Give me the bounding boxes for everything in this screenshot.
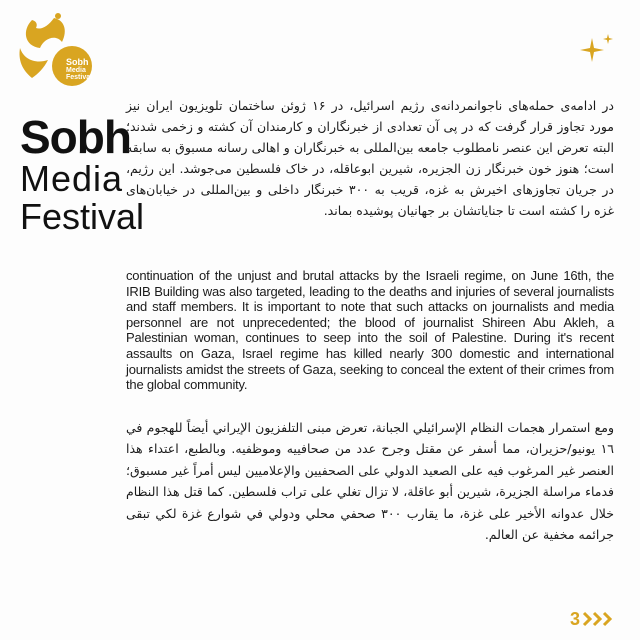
english-paragraph: continuation of the unjust and brutal attacks by the Israeli regime, on June 16th, the IRIB Building was also targeted, leading to the deaths and injuries of several journalists and staff members. It is important to note that such attacks on journalists and media personnel are not unprecedented; the blood of journalist Shireen Abu Akleh, a Palestinian woman, continues to seep into the soil of Palestine. During it's recent assaults on Gaza, Israel regime has killed nearly 300 domestic and international journalists amidst the streets of Gaza, seeking to conceal the extent of their crimes from the global community.	[126, 268, 614, 393]
logo-line-2: Media	[66, 67, 86, 74]
logo-line-1: Sobh	[66, 57, 89, 67]
arabic-paragraph: ومع استمرار هجمات النظام الإسرائيلي الجبانة، تعرض مبنى التلفزيون الإيراني أيضاً للهجوم في ١٦ يونيو/حزيران، مما أسفر عن مقتل وجرح عدد من صحافييه وموظفيه. وبالطبع، اعتداء هذا العنصر غير المرغوب فيه على الصعيد الدولي على الصحفيين والإعلاميين ليس أمراً غير مسبوق؛ فدماء مراسلة الجزيرة، شيرين أبو عاقلة، لا تزال تغلي على تراب فلسطين. كما قتل هذا النظام خلال عدوانه الأخير على غزة، ما يقارب ٣٠٠ صحفي محلي ودولي في شوارع غزة لكي تبقى جرائمه مخفية عن العالم.	[126, 419, 614, 542]
next-chevrons-icon[interactable]	[582, 610, 616, 628]
brand-title	[20, 111, 145, 237]
festival-logo-icon	[14, 8, 94, 88]
persian-paragraph: در ادامه‌ی حمله‌های ناجوانمردانه‌ی رژیم اسرائیل، در ۱۶ ژوئن ساختمان تلویزیون ایران نیز مورد تجاوز قرار گرفت که در پی آن تعدادی از خبرنگاران و کارمندان آن کشته و زخمی شدند؛ البته تعرض این عنصر نامطلوب جامعه بین‌المللی به خبرنگاران و اهالی رسانه مسبوق به سابقه است؛ هنوز خون خبرنگار زن الجزیره، شیرین ابوعاقله، در خاک فلسطین می‌جوشد. این رژیم، در جریان تجاوزهای اخیرش به غزه، قریب به ۳۰۰ خبرنگار داخلی و بین‌المللی در خیابان‌های غزه را کشته است تا جنایاتشان بر جهانیان پوشیده بماند.	[126, 97, 614, 218]
logo-text	[66, 58, 106, 81]
brand-line-media: Media	[20, 158, 124, 199]
page-number: 3	[569, 609, 580, 629]
brand-line-festival: Festival	[20, 196, 145, 237]
sparkle-icon	[578, 32, 618, 72]
brand-line-sobh: Sobh	[20, 111, 131, 163]
logo-line-3: Festival	[66, 74, 93, 81]
